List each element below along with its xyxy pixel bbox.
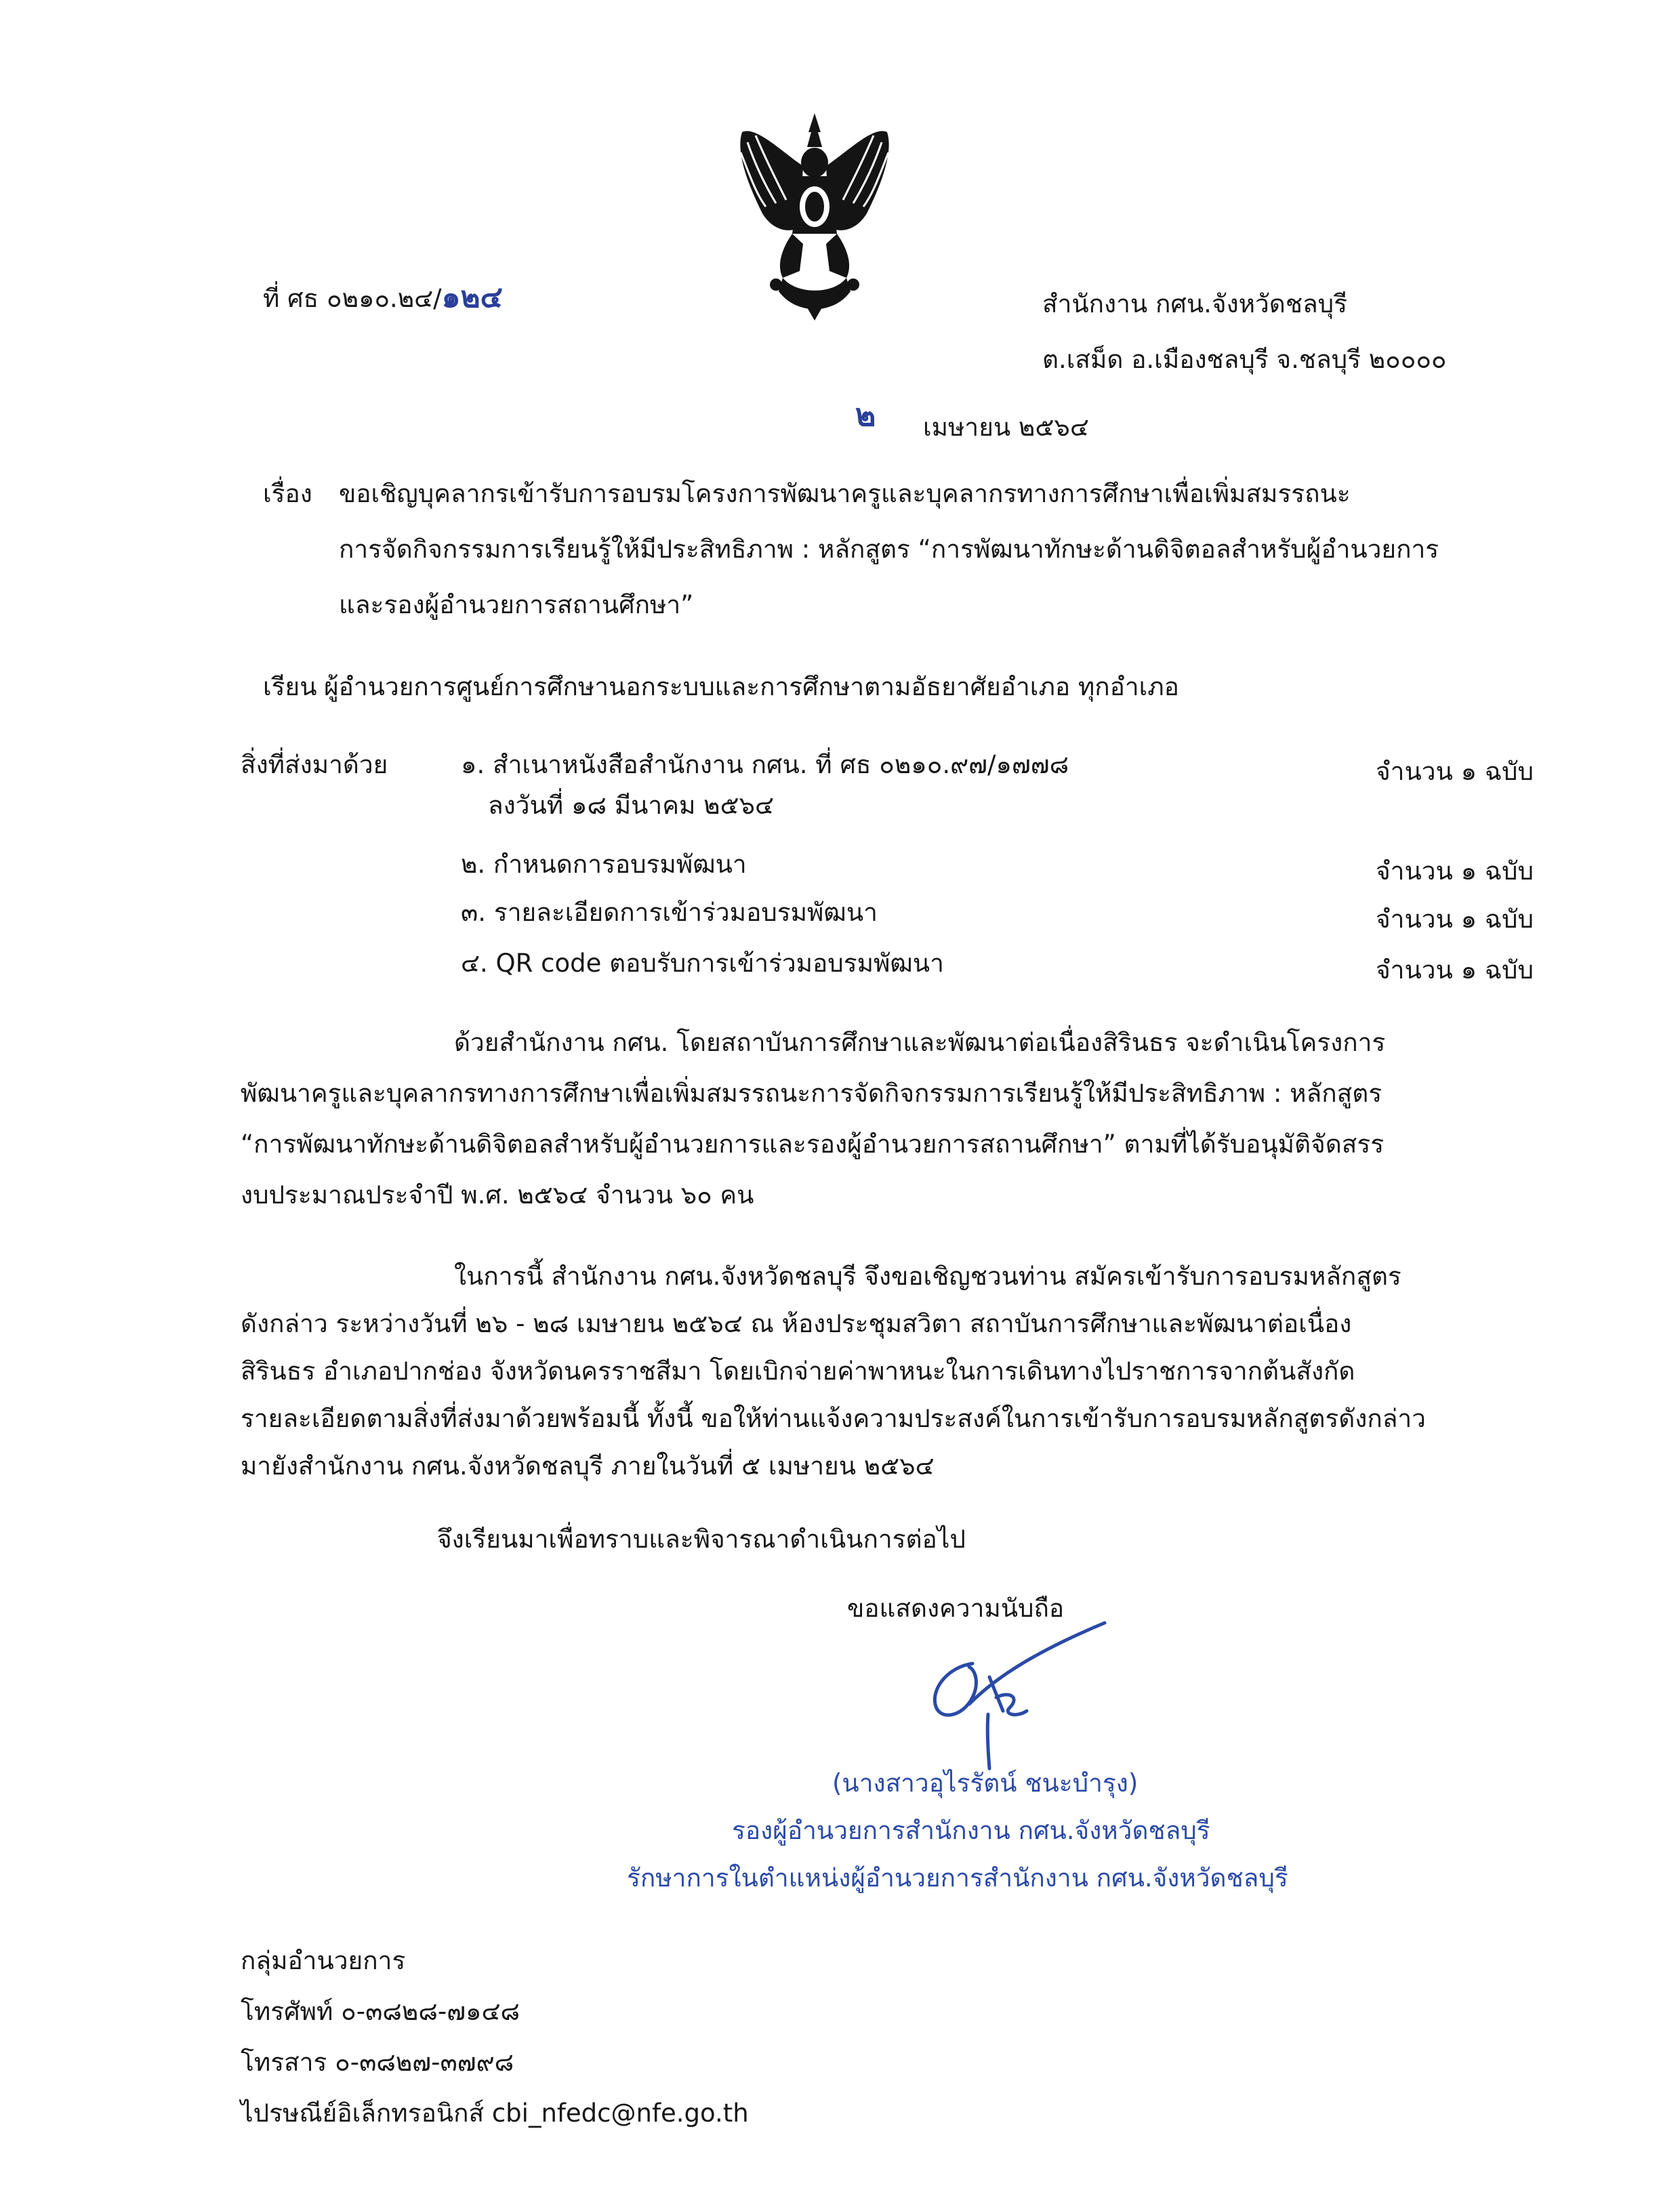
body-para2-line4: รายละเอียดตามสิ่งที่ส่งมาด้วยพร้อมนี้ ทั้งนี้ ขอให้ท่านแจ้งความประสงค์ในการเข้ารับการอบรมหลักสูตรดังกล่าว bbox=[241, 1404, 1426, 1433]
date-day-handwritten: ๒ bbox=[855, 396, 876, 433]
body-para1-line2: พัฒนาครูและบุคลากรทางการศึกษาเพื่อเพิ่มสมรรถนะการจัดกิจกรรมการเรียนรู้ให้มีประสิทธิภาพ : หลักสูตร bbox=[241, 1079, 1382, 1108]
footer-email[interactable]: ไปรษณีย์อิเล็กทรอนิกส์ cbi_nfedc@nfe.go.th bbox=[241, 2099, 749, 2128]
body-para2-line5: มายังสำนักงาน กศน.จังหวัดชลบุรี ภายในวันที่ ๕ เมษายน ๒๕๖๔ bbox=[241, 1451, 935, 1481]
footer-phone: โทรศัพท์ ๐-๓๘๒๘-๗๑๔๘ bbox=[241, 1997, 520, 2026]
subject-line-1: ขอเชิญบุคลากรเข้ารับการอบรมโครงการพัฒนาครูและบุคลากรทางการศึกษาเพื่อเพิ่มสมรรถนะ bbox=[339, 479, 1351, 508]
enclosure-item-1-date: ลงวันที่ ๑๘ มีนาคม ๒๕๖๔ bbox=[488, 791, 774, 820]
enclosure-qty-2: จำนวน ๑ ฉบับ bbox=[1376, 856, 1534, 886]
garuda-emblem-icon bbox=[735, 112, 895, 322]
enclosure-qty-1: จำนวน ๑ ฉบับ bbox=[1376, 757, 1534, 786]
date-month-year: เมษายน ๒๕๖๔ bbox=[923, 413, 1089, 442]
signatory-position-2: รักษาการในตำแหน่งผู้อำนวยการสำนักงาน กศน.จังหวัดชลบุรี bbox=[627, 1863, 1288, 1893]
body-para1-line4: งบประมาณประจำปี พ.ศ. ๒๕๖๔ จำนวน ๖๐ คน bbox=[241, 1180, 754, 1210]
enclosure-qty-4: จำนวน ๑ ฉบับ bbox=[1376, 955, 1534, 985]
enclosure-qty-3: จำนวน ๑ ฉบับ bbox=[1376, 905, 1534, 934]
enclosure-item-3: ๓. รายละเอียดการเข้าร่วมอบรมพัฒนา bbox=[461, 898, 878, 927]
subject-line-2: การจัดกิจกรรมการเรียนรู้ให้มีประสิทธิภาพ : หลักสูตร “การพัฒนาทักษะด้านดิจิตอลสำหรับผู้อำนวยการ bbox=[339, 535, 1439, 564]
recipient-text: ผู้อำนวยการศูนย์การศึกษานอกระบบและการศึกษาตามอัธยาศัยอำเภอ ทุกอำเภอ bbox=[324, 672, 1179, 701]
body-para1-line1: ด้วยสำนักงาน กศน. โดยสถาบันการศึกษาและพัฒนาต่อเนื่องสิรินธร จะดำเนินโครงการ bbox=[454, 1028, 1386, 1057]
reference-prefix: ที่ ศธ ๐๒๑๐.๒๔/ bbox=[263, 284, 442, 313]
closing-sentence: จึงเรียนมาเพื่อทราบและพิจารณาดำเนินการต่อไป bbox=[437, 1525, 966, 1554]
body-para2-line3: สิรินธร อำเภอปากช่อง จังหวัดนครราชสีมา โดยเบิกจ่ายค่าพาหนะในการเดินทางไปราชการจากต้นสังกัด bbox=[241, 1357, 1355, 1386]
salutation: ขอแสดงความนับถือ bbox=[847, 1594, 1065, 1623]
office-address: ต.เสม็ด อ.เมืองชลบุรี จ.ชลบุรี ๒๐๐๐๐ bbox=[1042, 345, 1447, 374]
body-para1-line3: “การพัฒนาทักษะด้านดิจิตอลสำหรับผู้อำนวยการและรองผู้อำนวยการสถานศึกษา” ตามที่ได้รับอนุมัติจัดสรร bbox=[241, 1130, 1385, 1159]
office-name: สำนักงาน กศน.จังหวัดชลบุรี bbox=[1042, 289, 1347, 318]
footer-fax: โทรสาร ๐-๓๘๒๗-๓๗๙๘ bbox=[241, 2048, 514, 2077]
recipient-label: เรียน bbox=[263, 672, 317, 701]
subject-label: เรื่อง bbox=[263, 479, 312, 508]
signatory-name: (นางสาวอุไรรัตน์ ชนะบำรุง) bbox=[832, 1769, 1139, 1798]
enclosure-item-4: ๔. QR code ตอบรับการเข้าร่วมอบรมพัฒนา bbox=[461, 949, 944, 978]
enclosure-item-1: ๑. สำเนาหนังสือสำนักงาน กศน. ที่ ศธ ๐๒๑๐.๙๗/๑๗๗๘ bbox=[461, 750, 1069, 779]
enclosures-label: สิ่งที่ส่งมาด้วย bbox=[241, 750, 388, 779]
subject-line-3: และรองผู้อำนวยการสถานศึกษา” bbox=[339, 590, 694, 619]
signatory-position-1: รองผู้อำนวยการสำนักงาน กศน.จังหวัดชลบุรี bbox=[732, 1816, 1210, 1845]
enclosure-item-2: ๒. กำหนดการอบรมพัฒนา bbox=[461, 850, 747, 879]
footer-department: กลุ่มอำนวยการ bbox=[241, 1946, 406, 1975]
body-para2-line2: ดังกล่าว ระหว่างวันที่ ๒๖ - ๒๘ เมษายน ๒๕๖๔ ณ ห้องประชุมสวิตา สถาบันการศึกษาและพัฒนาต่อเนื่อง bbox=[241, 1309, 1352, 1338]
body-para2-line1: ในการนี้ สำนักงาน กศน.จังหวัดชลบุรี จึงขอเชิญชวนท่าน สมัครเข้ารับการอบรมหลักสูตร bbox=[454, 1262, 1401, 1291]
handwritten-signature bbox=[908, 1609, 1111, 1772]
reference-number bbox=[263, 278, 503, 316]
reference-handwritten: ๑๒๔ bbox=[441, 280, 503, 314]
